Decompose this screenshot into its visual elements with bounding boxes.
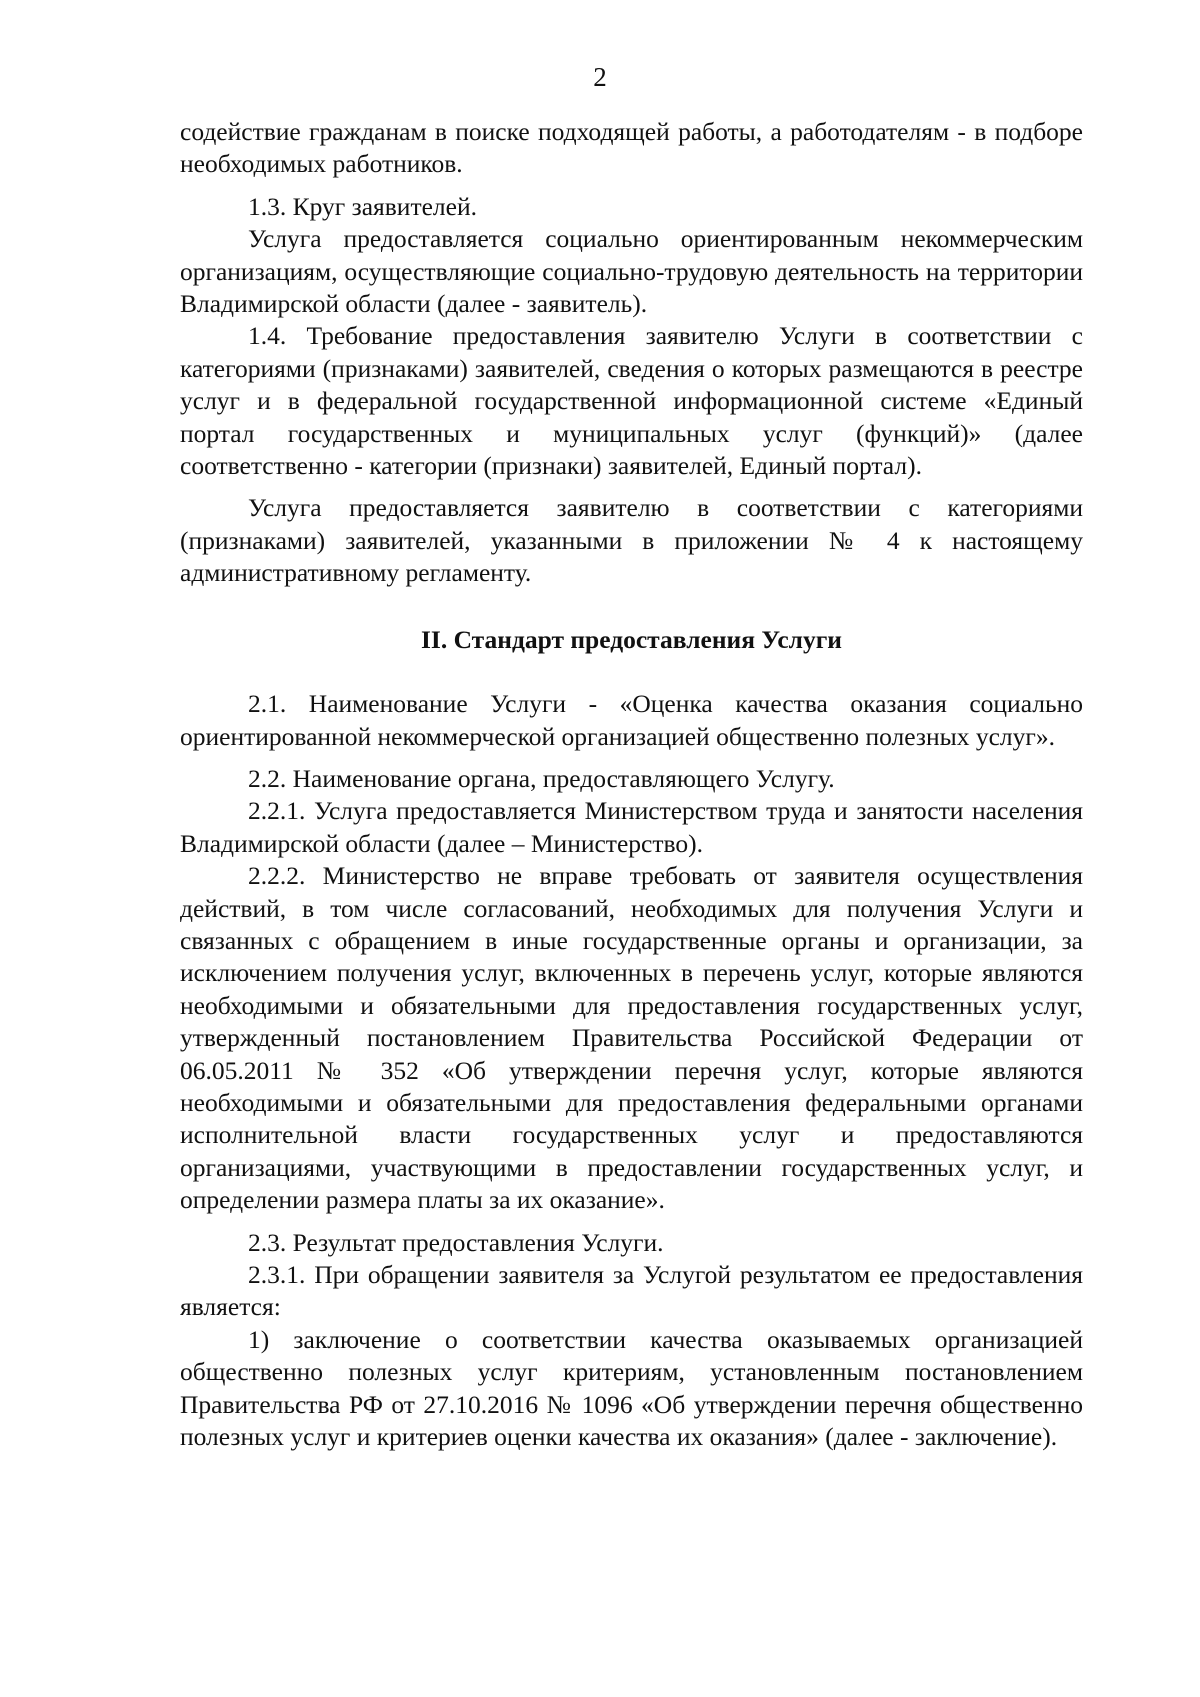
section-1-4-text: 1.4. Требование предоставления заявителю Услуги в соответствии с категориями (признаками) заявителей, сведения о которых размещаются в реестре услуг и в федеральной государственной информационной системе «Единый портал государственных и муниципальных услуг (функций)» (далее соответственно - категории (признаки) заявителей, Единый портал). [180, 321, 1083, 481]
section-2-3-title: 2.3. Результат предоставления Услуги. [248, 1227, 664, 1257]
section-2-2-1-text: 2.2.1. Услуга предоставляется Министерством труда и занятости населения Владимирской области (далее – Министерство). [180, 796, 1083, 858]
page-number: 2 [593, 62, 607, 92]
document-body [180, 116, 1083, 1453]
section-2-3-1-item-1: 1) заключение о соответствии качества оказываемых организацией общественно полезных услуг критериям, установленным постановлением Правительства РФ от 27.10.2016 № 1096 «Об утверждении перечня общественно полезных услуг и критериев оценки качества их оказания» (далее - заключение). [180, 1324, 1083, 1452]
section-2-2-title: 2.2. Наименование органа, предоставляющего Услугу. [248, 763, 835, 793]
paragraph-continuation: содействие гражданам в поиске подходящей работы, а работодателям - в подборе необходимых работников. [180, 117, 1083, 179]
section-1-4-extra: Услуга предоставляется заявителю в соответствии с категориями (признаками) заявителей, указанными в приложении № 4 к настоящему административному регламенту. [180, 493, 1083, 588]
section-1-3-title: 1.3. Круг заявителей. [248, 191, 477, 221]
section-1-3-text: Услуга предоставляется социально ориентированным некоммерческим организациям, осуществляющие социально-трудовую деятельность на территории Владимирской области (далее - заявитель). [180, 224, 1083, 319]
section-2-1-text: 2.1. Наименование Услуги - «Оценка качества оказания социально ориентированной некоммерческой организацией общественно полезных услуг». [180, 689, 1083, 751]
section-2-2-2-text: 2.2.2. Министерство не вправе требовать от заявителя осуществления действий, в том числе согласований, необходимых для получения Услуги и связанных с обращением в иные государственные органы и организации, за исключением получения услуг, включенных в перечень услуг, которые являются необходимыми и обязательными для предоставления государственных услуг, утвержденный постановлением Правительства Российской Федерации от 06.05.2011 № 352 «Об утверждении перечня услуг, которые являются необходимыми и обязательными для предоставления федеральными органами исполнительной власти государственных услуг и предоставляются организациями, участвующими в предоставлении государственных услуг, и определении размера платы за их оказание». [180, 861, 1083, 1215]
section-2-heading: II. Стандарт предоставления Услуги [421, 624, 842, 654]
section-2-3-1-text: 2.3.1. При обращении заявителя за Услугой результатом ее предоставления является: [180, 1260, 1083, 1322]
